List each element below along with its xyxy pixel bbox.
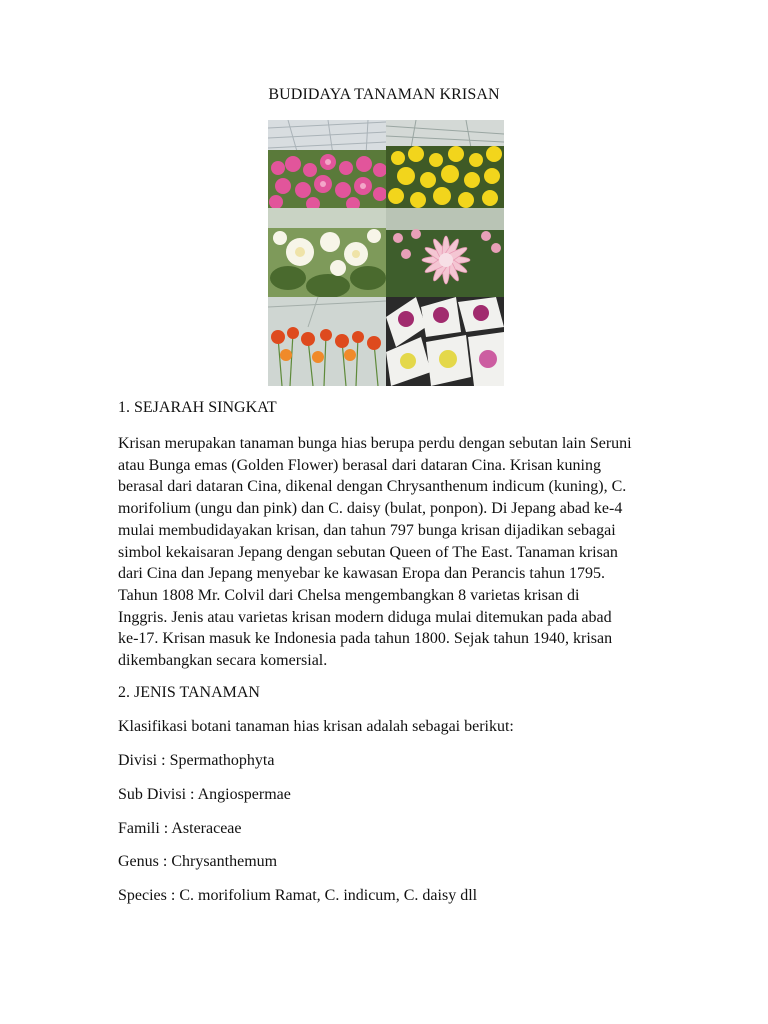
classification-famili: Famili : Asteraceae — [118, 820, 242, 837]
section-1-paragraph — [118, 433, 658, 672]
classification-sub-divisi: Sub Divisi : Angiospermae — [118, 786, 291, 803]
paragraph-line: berasal dari dataran Cina, dikenal dengan Chrysanthenum indicum (kuning), C. — [118, 478, 627, 496]
paragraph-line: ke-17. Krisan masuk ke Indonesia pada tahun 1800. Sejak tahun 1940, krisan — [118, 630, 613, 648]
chrysanthemum-photo-collage — [268, 120, 504, 386]
paragraph-line: dari Cina dan Jepang menyebar ke kawasan Eropa dan Perancis tahun 1795. — [118, 565, 605, 583]
paragraph-line: Krisan merupakan tanaman bunga hias berupa perdu dengan sebutan lain Seruni — [118, 435, 632, 452]
section-1-heading: 1. SEJARAH SINGKAT — [118, 399, 277, 416]
paragraph-line: Inggris. Jenis atau varietas krisan modern diduga mulai ditemukan pada abad — [118, 608, 612, 626]
classification-species: Species : C. morifolium Ramat, C. indicum, C. daisy dll — [118, 887, 478, 904]
document-title: BUDIDAYA TANAMAN KRISAN — [268, 86, 500, 103]
section-2-heading: 2. JENIS TANAMAN — [118, 684, 260, 701]
paragraph-line: atau Bunga emas (Golden Flower) berasal dari dataran Cina. Krisan kuning — [118, 456, 601, 474]
yellow-chrysanthemum-greenhouse-photo — [386, 120, 504, 208]
chrysanthemum-bouquets-photo — [386, 297, 504, 386]
paragraph-line: simbol kekaisaran Jepang dengan sebutan Queen of The East. Tanaman krisan — [118, 543, 618, 561]
pink-spider-chrysanthemum-photo — [386, 208, 504, 297]
red-orange-chrysanthemum-photo — [268, 297, 386, 386]
classification-divisi: Divisi : Spermathophyta — [118, 752, 275, 769]
white-chrysanthemum-photo — [268, 208, 386, 297]
paragraph-line: morifolium (ungu dan pink) dan C. daisy (bulat, ponpon). Di Jepang abad ke-4 — [118, 500, 623, 518]
classification-genus: Genus : Chrysanthemum — [118, 853, 278, 870]
paragraph-line: dikembangkan secara komersial. — [118, 652, 328, 670]
paragraph-line: Tahun 1808 Mr. Colvil dari Chelsa mengembangkan 8 varietas krisan di — [118, 586, 580, 604]
pink-chrysanthemum-greenhouse-photo — [268, 120, 386, 208]
paragraph-line: mulai membudidayakan krisan, dan tahun 797 bunga krisan dijadikan sebagai — [118, 521, 616, 539]
classification-intro: Klasifikasi botani tanaman hias krisan adalah sebagai berikut: — [118, 718, 514, 735]
